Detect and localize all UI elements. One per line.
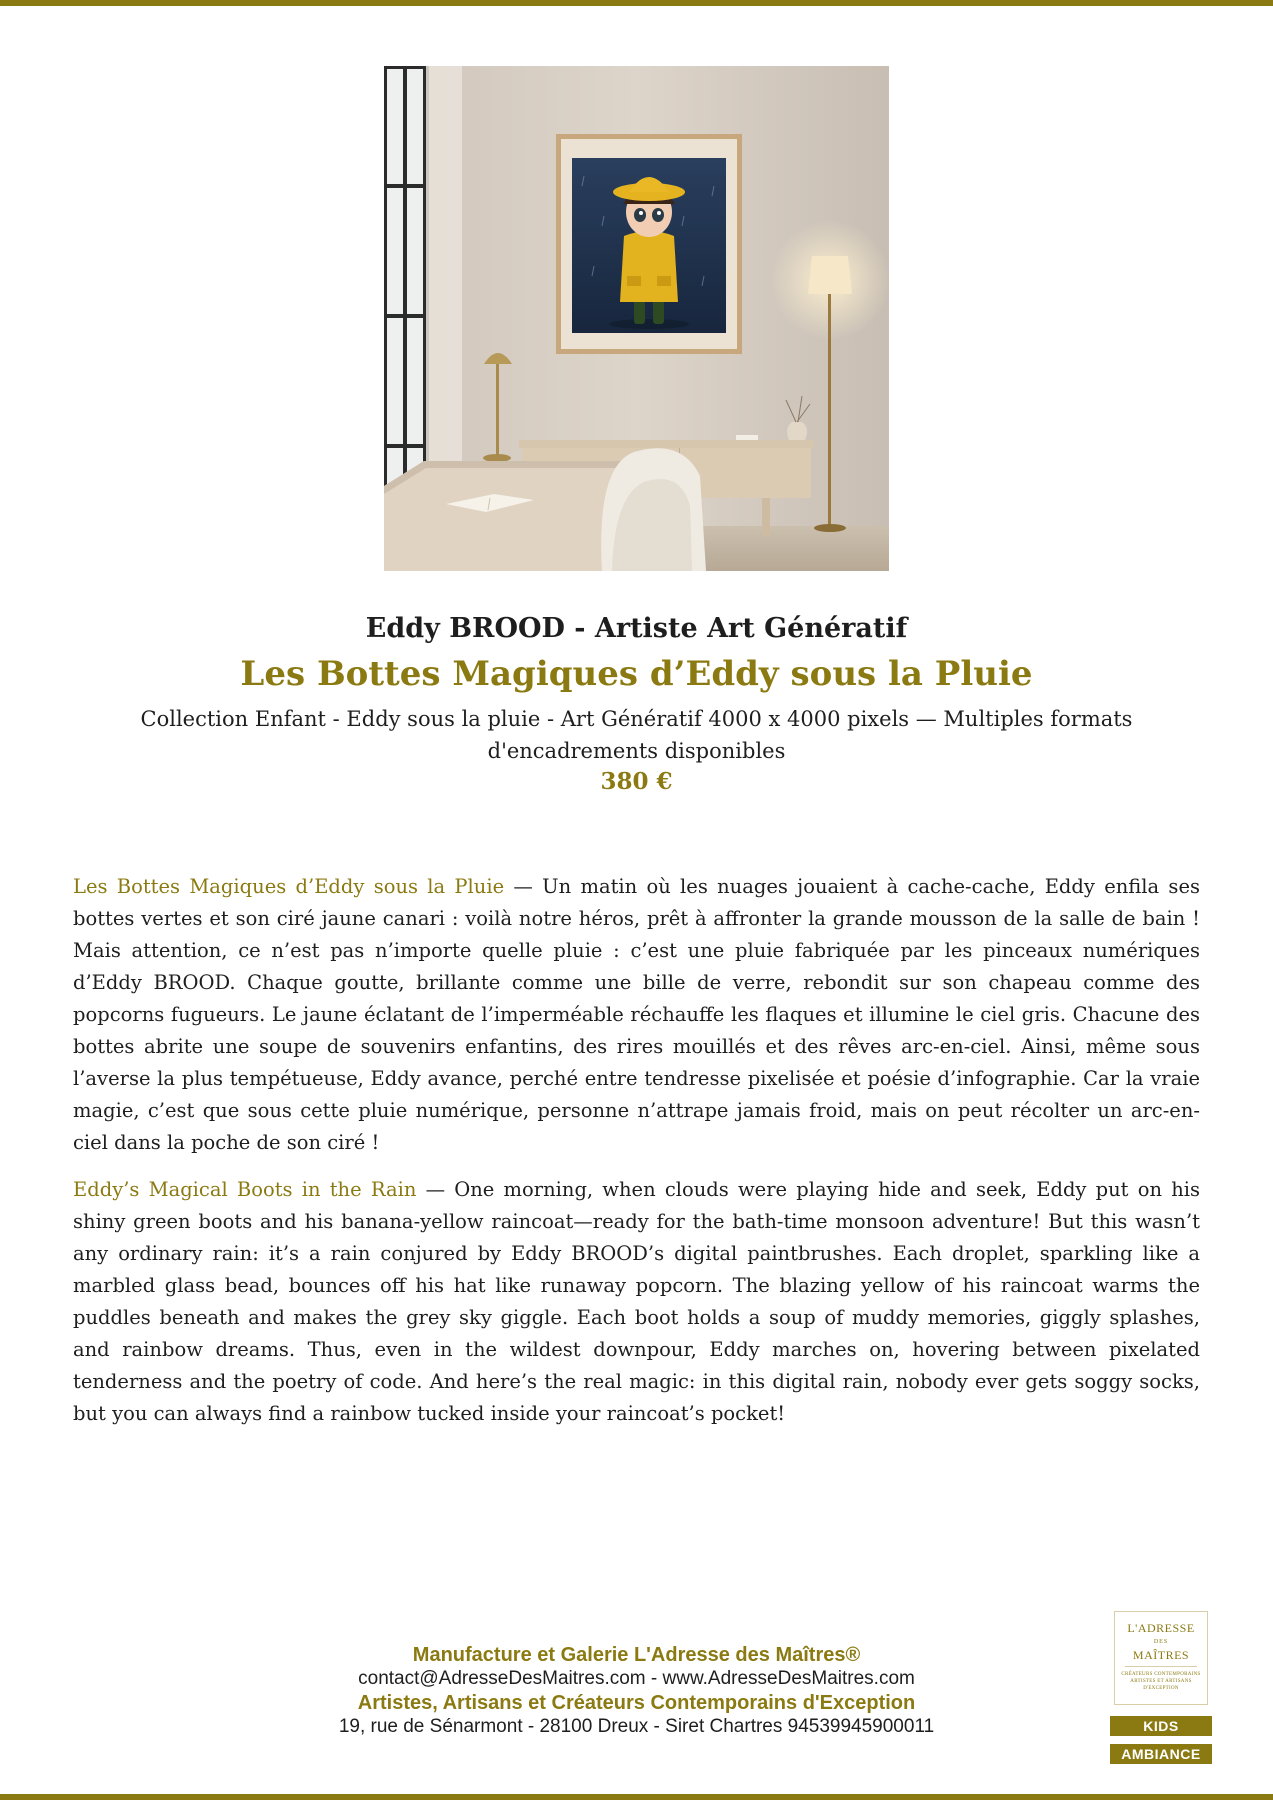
description-english [73, 1174, 1200, 1430]
gallery-logo [1114, 1611, 1208, 1705]
footer-contact: contact@AdresseDesMaitres.com - www.AdresseDesMaitres.com [358, 1668, 915, 1689]
logo-line-3: MAÎTRES [1132, 1648, 1190, 1662]
description [73, 871, 1200, 1445]
artwork-subtitle: Collection Enfant - Eddy sous la pluie - Art Génératif 4000 x 4000 pixels — Multiples formats d'encadrements disponibles [140, 707, 1133, 763]
artwork-title: Les Bottes Magiques d’Eddy sous la Pluie [240, 654, 1033, 694]
logo-divider [1125, 1666, 1197, 1667]
description-french-text: — Un matin où les nuages jouaient à cache-cache, Eddy enfila ses bottes vertes et son ciré jaune canari : voilà notre héros, prêt à affronter la grande mousson de la salle de bain ! Mais attention, ce n’est pas n’importe quelle pluie : c’est une pluie fabriquée par les pinceaux numériques d’Eddy BROOD. Chaque goutte, brillante comme une bille de verre, rebondit sur son chapeau comme des popcorns fugueurs. Le jaune éclatant de l’imperméable réchauffe les flaques et illumine le ciel gris. Chacune des bottes abrite une soupe de souvenirs enfantins, des rires mouillés et des rêves arc-en-ciel. Ainsi, même sous l’averse la plus tempétueuse, Eddy avance, perché entre tendresse pixelisée et poésie d’infographie. Car la vraie magie, c’est que sous cette pluie numérique, personne n’attrape jamais froid, mais on peut récolter un arc-en-ciel dans la poche de son ciré ! [73, 875, 1200, 1154]
description-english-text: — One morning, when clouds were playing hide and seek, Eddy put on his shiny green boots and his banana-yellow raincoat—ready for the bath-time monsoon adventure! But this wasn’t any ordinary rain: it’s a rain conjured by Eddy BROOD’s digital paintbrushes. Each droplet, sparkling like a marbled glass bead, bounces off his hat like runaway popcorn. The blazing yellow of his raincoat warms the puddles beneath and makes the grey sky giggle. Each boot holds a soup of muddy memories, giggly splashes, and rainbow dreams. Thus, even in the wildest downpour, Eddy marches on, hovering between pixelated tenderness and the poetry of code. And here’s the real magic: in this digital rain, nobody ever gets soggy socks, but you can always find a rainbow tucked inside your raincoat’s pocket! [73, 1178, 1200, 1425]
logo-line-4: CRÉATEURS CONTEMPORAINS ARTISTES ET ARTISANS D'EXCEPTION [1121, 1672, 1201, 1691]
bottom-border [0, 1794, 1273, 1800]
top-border [0, 0, 1273, 6]
description-english-lead: Eddy’s Magical Boots in the Rain [73, 1178, 417, 1201]
artist-name: Eddy BROOD - Artiste Art Génératif [365, 613, 908, 644]
tag-kids: KIDS [1110, 1716, 1212, 1736]
artwork-price: 380 € [600, 768, 673, 795]
footer [250, 1643, 1023, 1739]
tag-ambiance: AMBIANCE [1110, 1744, 1212, 1764]
logo-line-2: DES [1153, 1639, 1169, 1645]
footer-address: 19, rue de Sénarmont - 28100 Dreux - Siret Chartres 94539945900011 [338, 1716, 935, 1737]
footer-tagline: Artistes, Artisans et Créateurs Contemporains d'Exception [357, 1692, 916, 1714]
footer-company: Manufacture et Galerie L'Adresse des Maîtres® [412, 1644, 861, 1666]
description-french [73, 871, 1200, 1159]
artwork-room-image [384, 66, 889, 571]
description-french-lead: Les Bottes Magiques d’Eddy sous la Pluie [73, 875, 505, 898]
logo-line-1: L'ADRESSE [1127, 1621, 1195, 1635]
